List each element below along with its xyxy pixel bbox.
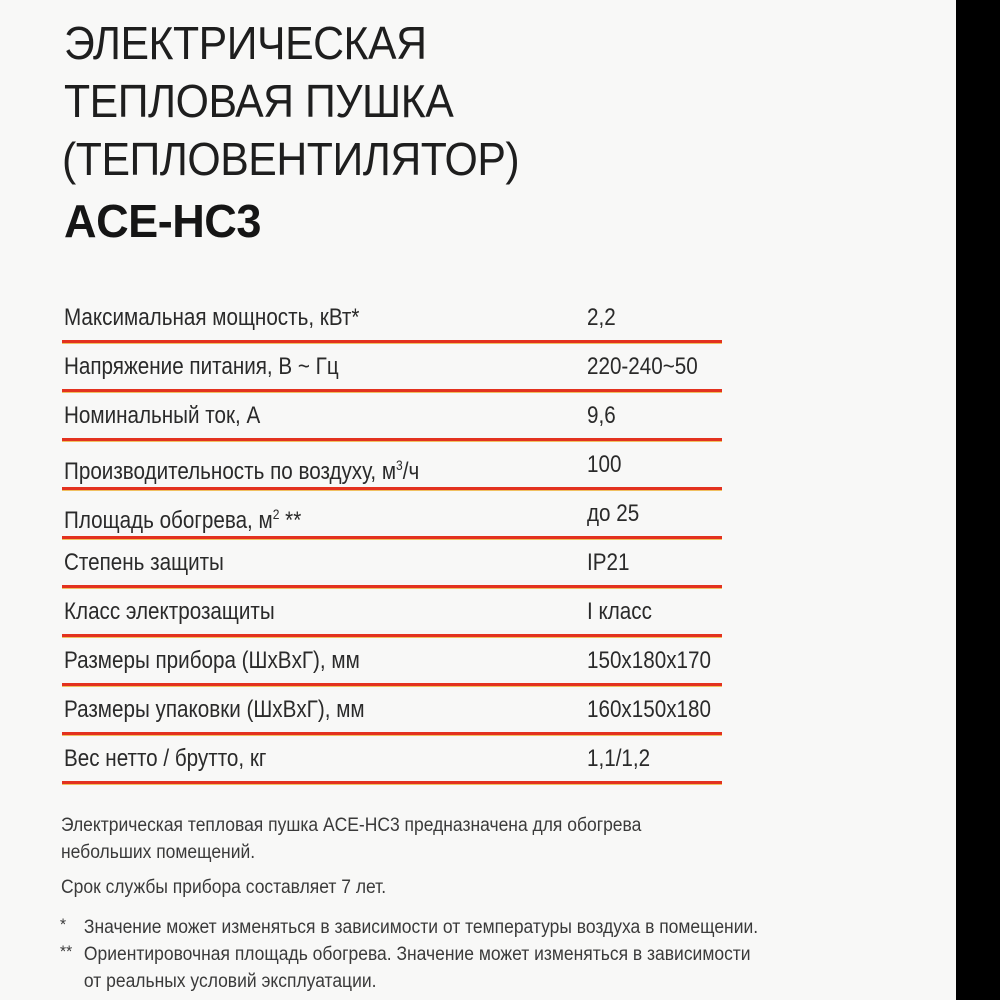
superscript: 3 — [396, 457, 403, 473]
superscript: 2 — [272, 506, 280, 522]
spec-label — [64, 499, 301, 536]
footnote-text: от реальных условий эксплуатации. — [83, 971, 377, 992]
product-description — [61, 812, 641, 901]
spec-row-max-power — [62, 294, 722, 343]
spec-row-voltage — [62, 343, 722, 392]
spec-row-weight — [62, 735, 722, 784]
spec-label-main: Площадь обогрева, м — [64, 507, 273, 534]
title-line-2: ТЕПЛОВАЯ ПУШКА — [64, 75, 454, 127]
specs-table — [62, 294, 722, 784]
spec-value: 9,6 — [587, 402, 616, 429]
spec-label-tail: ** — [279, 507, 302, 534]
footnote-mark: ** — [60, 942, 73, 961]
spec-row-device-dimensions — [62, 637, 722, 686]
spec-value: до 25 — [587, 500, 640, 527]
description-line-2: небольших помещений. — [61, 842, 256, 863]
spec-label: Вес нетто / брутто, кг — [64, 745, 267, 772]
footnote-1 — [60, 914, 758, 941]
spec-row-protection-degree — [62, 539, 722, 588]
footnote-text: Ориентировочная площадь обогрева. Значение может изменяться в зависимости — [83, 944, 751, 965]
model-name: ACE-HC3 — [64, 195, 261, 247]
spec-label — [64, 450, 419, 487]
spec-value: 160x150x180 — [587, 696, 711, 723]
spec-row-airflow — [62, 441, 722, 490]
spec-value: I класс — [587, 598, 652, 625]
spec-label: Напряжение питания, В ~ Гц — [64, 353, 339, 380]
spec-label: Размеры упаковки (ШxВxГ), мм — [64, 696, 365, 723]
spec-value: 220-240~50 — [587, 353, 698, 380]
spec-label-tail: /ч — [402, 458, 420, 485]
spec-row-current — [62, 392, 722, 441]
spec-value: IP21 — [587, 549, 630, 576]
scan-edge-border — [956, 0, 1000, 1000]
spec-value: 100 — [587, 451, 622, 478]
spec-label: Класс электрозащиты — [64, 598, 275, 625]
spec-value: 2,2 — [587, 304, 616, 331]
spec-label: Размеры прибора (ШxВxГ), мм — [64, 647, 360, 674]
service-life-text: Срок службы прибора составляет 7 лет. — [61, 877, 387, 898]
description-line-1: Электрическая тепловая пушка ACE-HC3 предназначена для обогрева — [61, 815, 642, 836]
spec-label: Степень защиты — [64, 549, 224, 576]
spec-label-main: Производительность по воздуху, м — [64, 458, 397, 485]
spec-label: Номинальный ток, А — [64, 402, 261, 429]
footnote-mark: * — [60, 915, 67, 934]
title-line-3: (ТЕПЛОВЕНТИЛЯТОР) — [62, 133, 520, 185]
spec-row-electrical-class — [62, 588, 722, 637]
footnote-text: Значение может изменяться в зависимости от температуры воздуха в помещении. — [83, 917, 759, 938]
spec-value: 150x180x170 — [587, 647, 711, 674]
footnote-2-continued — [60, 968, 758, 995]
spec-row-package-dimensions — [62, 686, 722, 735]
spec-row-heating-area — [62, 490, 722, 539]
title-line-1: ЭЛЕКТРИЧЕСКАЯ — [64, 17, 427, 69]
spec-label: Максимальная мощность, кВт* — [64, 304, 360, 331]
spec-value: 1,1/1,2 — [587, 745, 651, 772]
footnote-2 — [60, 941, 758, 968]
footnotes — [60, 914, 758, 995]
